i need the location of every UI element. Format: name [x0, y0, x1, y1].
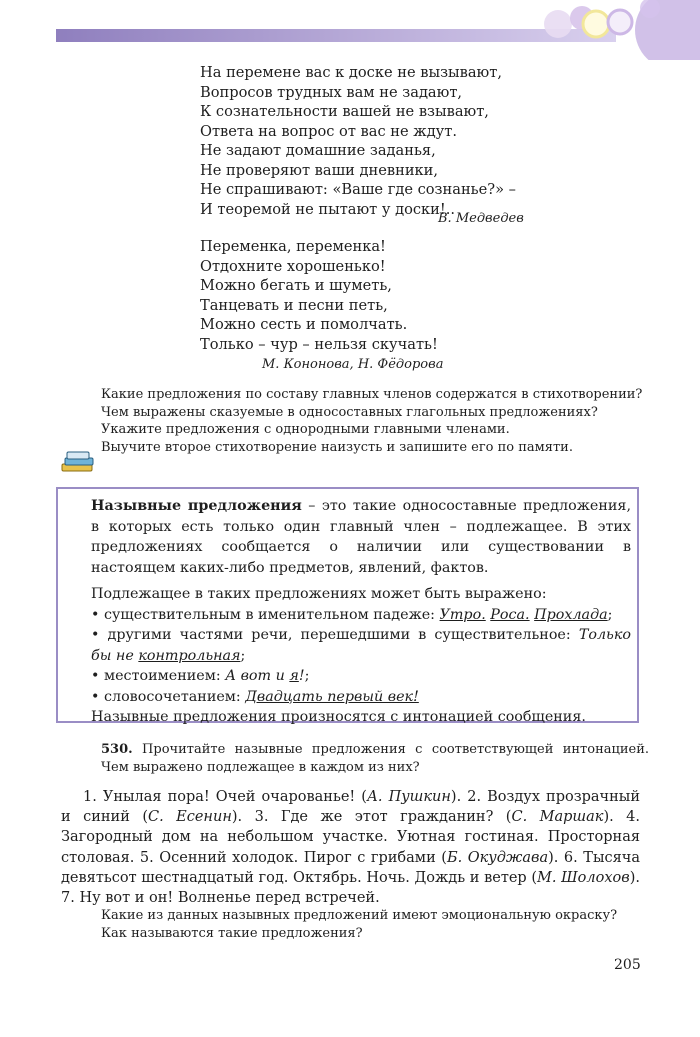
poem-2-author: М. Кононова, Н. Фёдорова [262, 357, 444, 372]
exercise-header [101, 741, 649, 776]
exercise-text: ). 2. Воздух прозрачный и синий ( [61, 789, 641, 826]
poem-2 [200, 237, 540, 354]
exercise-text: 1. Унылая пора! Очей очарованье! ( [83, 789, 367, 805]
poem-line: Не спрашивают: «Ваше где сознанье?» – [200, 181, 516, 198]
header-band [56, 29, 616, 42]
exercise-text: ). 4. Загородный дом на небольшом участке. Уютная гостиная. Просторная столовая. 5. Осенний холодок. Пирог с грибами ( [61, 809, 640, 866]
rule-text: Назывные предложения – это такие односоставные предложения, в которых есть только один главный член – подлежащее. В этих предложениях сообщается о наличии или существовании в настоящем каких-либо предметов, явлений, фактов. Подлежащее в таких предложениях может быть выражено: • существительным в именительном падеже: Утро. Роса. Прохлада; • другими частями речи, перешедшими в существительное: Только бы не контрольная; • местоимением: А вот и я!; • словосочетанием: Двадцать первый век! Назывные предложения произносятся с интонацией сообщения. [91, 498, 631, 725]
question: Выучите второе стихотворение наизусть и запишите его по памяти. [101, 439, 573, 455]
bullet-other-parts: • другими частями речи, перешедшими в существительное: [91, 627, 579, 643]
exercise-author: С. Маршак [511, 809, 604, 826]
poem-line: И теоремой не пытают у доски!.. [200, 200, 456, 218]
bullet-noun: • существительным в именительном падеже: [91, 606, 440, 623]
poem-line: Переменка, переменка! [200, 238, 386, 255]
poem-line: Отдохните хорошенько! [200, 257, 386, 275]
poem-line: Ответа на вопрос от вас не ждут. [200, 122, 457, 140]
poem-line: Можно бегать и шуметь, [200, 277, 392, 294]
example-word: я [289, 668, 299, 684]
rule-definition: – это такие односоставные предложения, в которых есть только один главный член – подлежащее. В этих предложениях сообщается о наличии или существовании в настоящем каких-либо предметов, явлений, фактов. [91, 498, 631, 576]
example-word: Утро. [439, 606, 486, 623]
decorative-circles-icon [540, 0, 700, 60]
poem-line: Не проверяют ваши дневники, [200, 161, 439, 179]
exercise-task: Прочитайте назывные предложения с соответствующей интонацией. Чем выражено подлежащее в каждом из них? [101, 742, 649, 775]
questions-block-1 [101, 386, 649, 456]
example-word: контрольная [138, 647, 241, 664]
question: Как называются такие предложения? [101, 925, 363, 941]
rule-intro: Подлежащее в таких предложениях может быть выражено: [91, 586, 547, 602]
poem-line: На перемене вас к доске не вызывают, [200, 64, 502, 81]
poem-1 [200, 63, 540, 219]
example-text: Только бы не [91, 627, 631, 664]
page-number: 205 [614, 957, 641, 973]
questions-block-2 [101, 907, 649, 942]
example-text: ! [298, 668, 305, 684]
exercise-author: А. Пушкин [366, 789, 451, 805]
example-text: А вот и [225, 668, 290, 684]
exercise-text: ). 3. Где же этот гражданин? ( [231, 809, 512, 826]
exercise-author: С. Есенин [148, 809, 232, 826]
exercise-text: ). 6. Тысяча девятьсот шестнадцатый год. Октябрь. Ночь. Дождь и ветер ( [61, 849, 641, 886]
poem-line: Только – чур – нельзя скучать! [200, 335, 438, 353]
poem-line: К сознательности вашей не взывают, [200, 103, 489, 120]
question: Какие из данных назывных предложений имеют эмоциональную окраску? [101, 908, 618, 923]
exercise-author: Б. Окуджава [446, 849, 549, 866]
poem-line: Можно сесть и помолчать. [200, 316, 408, 333]
exercise-number: 530. [101, 742, 133, 757]
example-word: Прохлада [534, 606, 608, 623]
exercise-body [61, 787, 640, 908]
example-word: Двадцать первый век! [245, 688, 419, 705]
rule-closing: Назывные предложения произносятся с интонацией сообщения. [91, 709, 586, 725]
rule-term: Назывные предложения [91, 498, 302, 514]
question: Укажите предложения с однородными главными членами. [101, 422, 510, 437]
poem-line: Танцевать и песни петь, [200, 296, 388, 314]
example-word: Роса. [490, 606, 530, 623]
books-icon [59, 450, 97, 474]
question: Чем выражены сказуемые в односоставных глагольных предложениях? [101, 404, 598, 420]
question: Какие предложения по составу главных членов содержатся в стихотворении? [101, 387, 643, 402]
exercise-author: М. Шолохов [537, 869, 630, 886]
poem-line: Вопросов трудных вам не задают, [200, 83, 463, 101]
poem-line: Не задают домашние заданья, [200, 142, 436, 159]
bullet-phrase: • словосочетанием: [91, 688, 246, 705]
exercise-text: ). 7. Ну вот и он! Волненье перед встречей. [61, 869, 641, 907]
poem-1-author: В. Медведев [438, 211, 524, 226]
bullet-pronoun: • местоимением: [91, 668, 226, 684]
